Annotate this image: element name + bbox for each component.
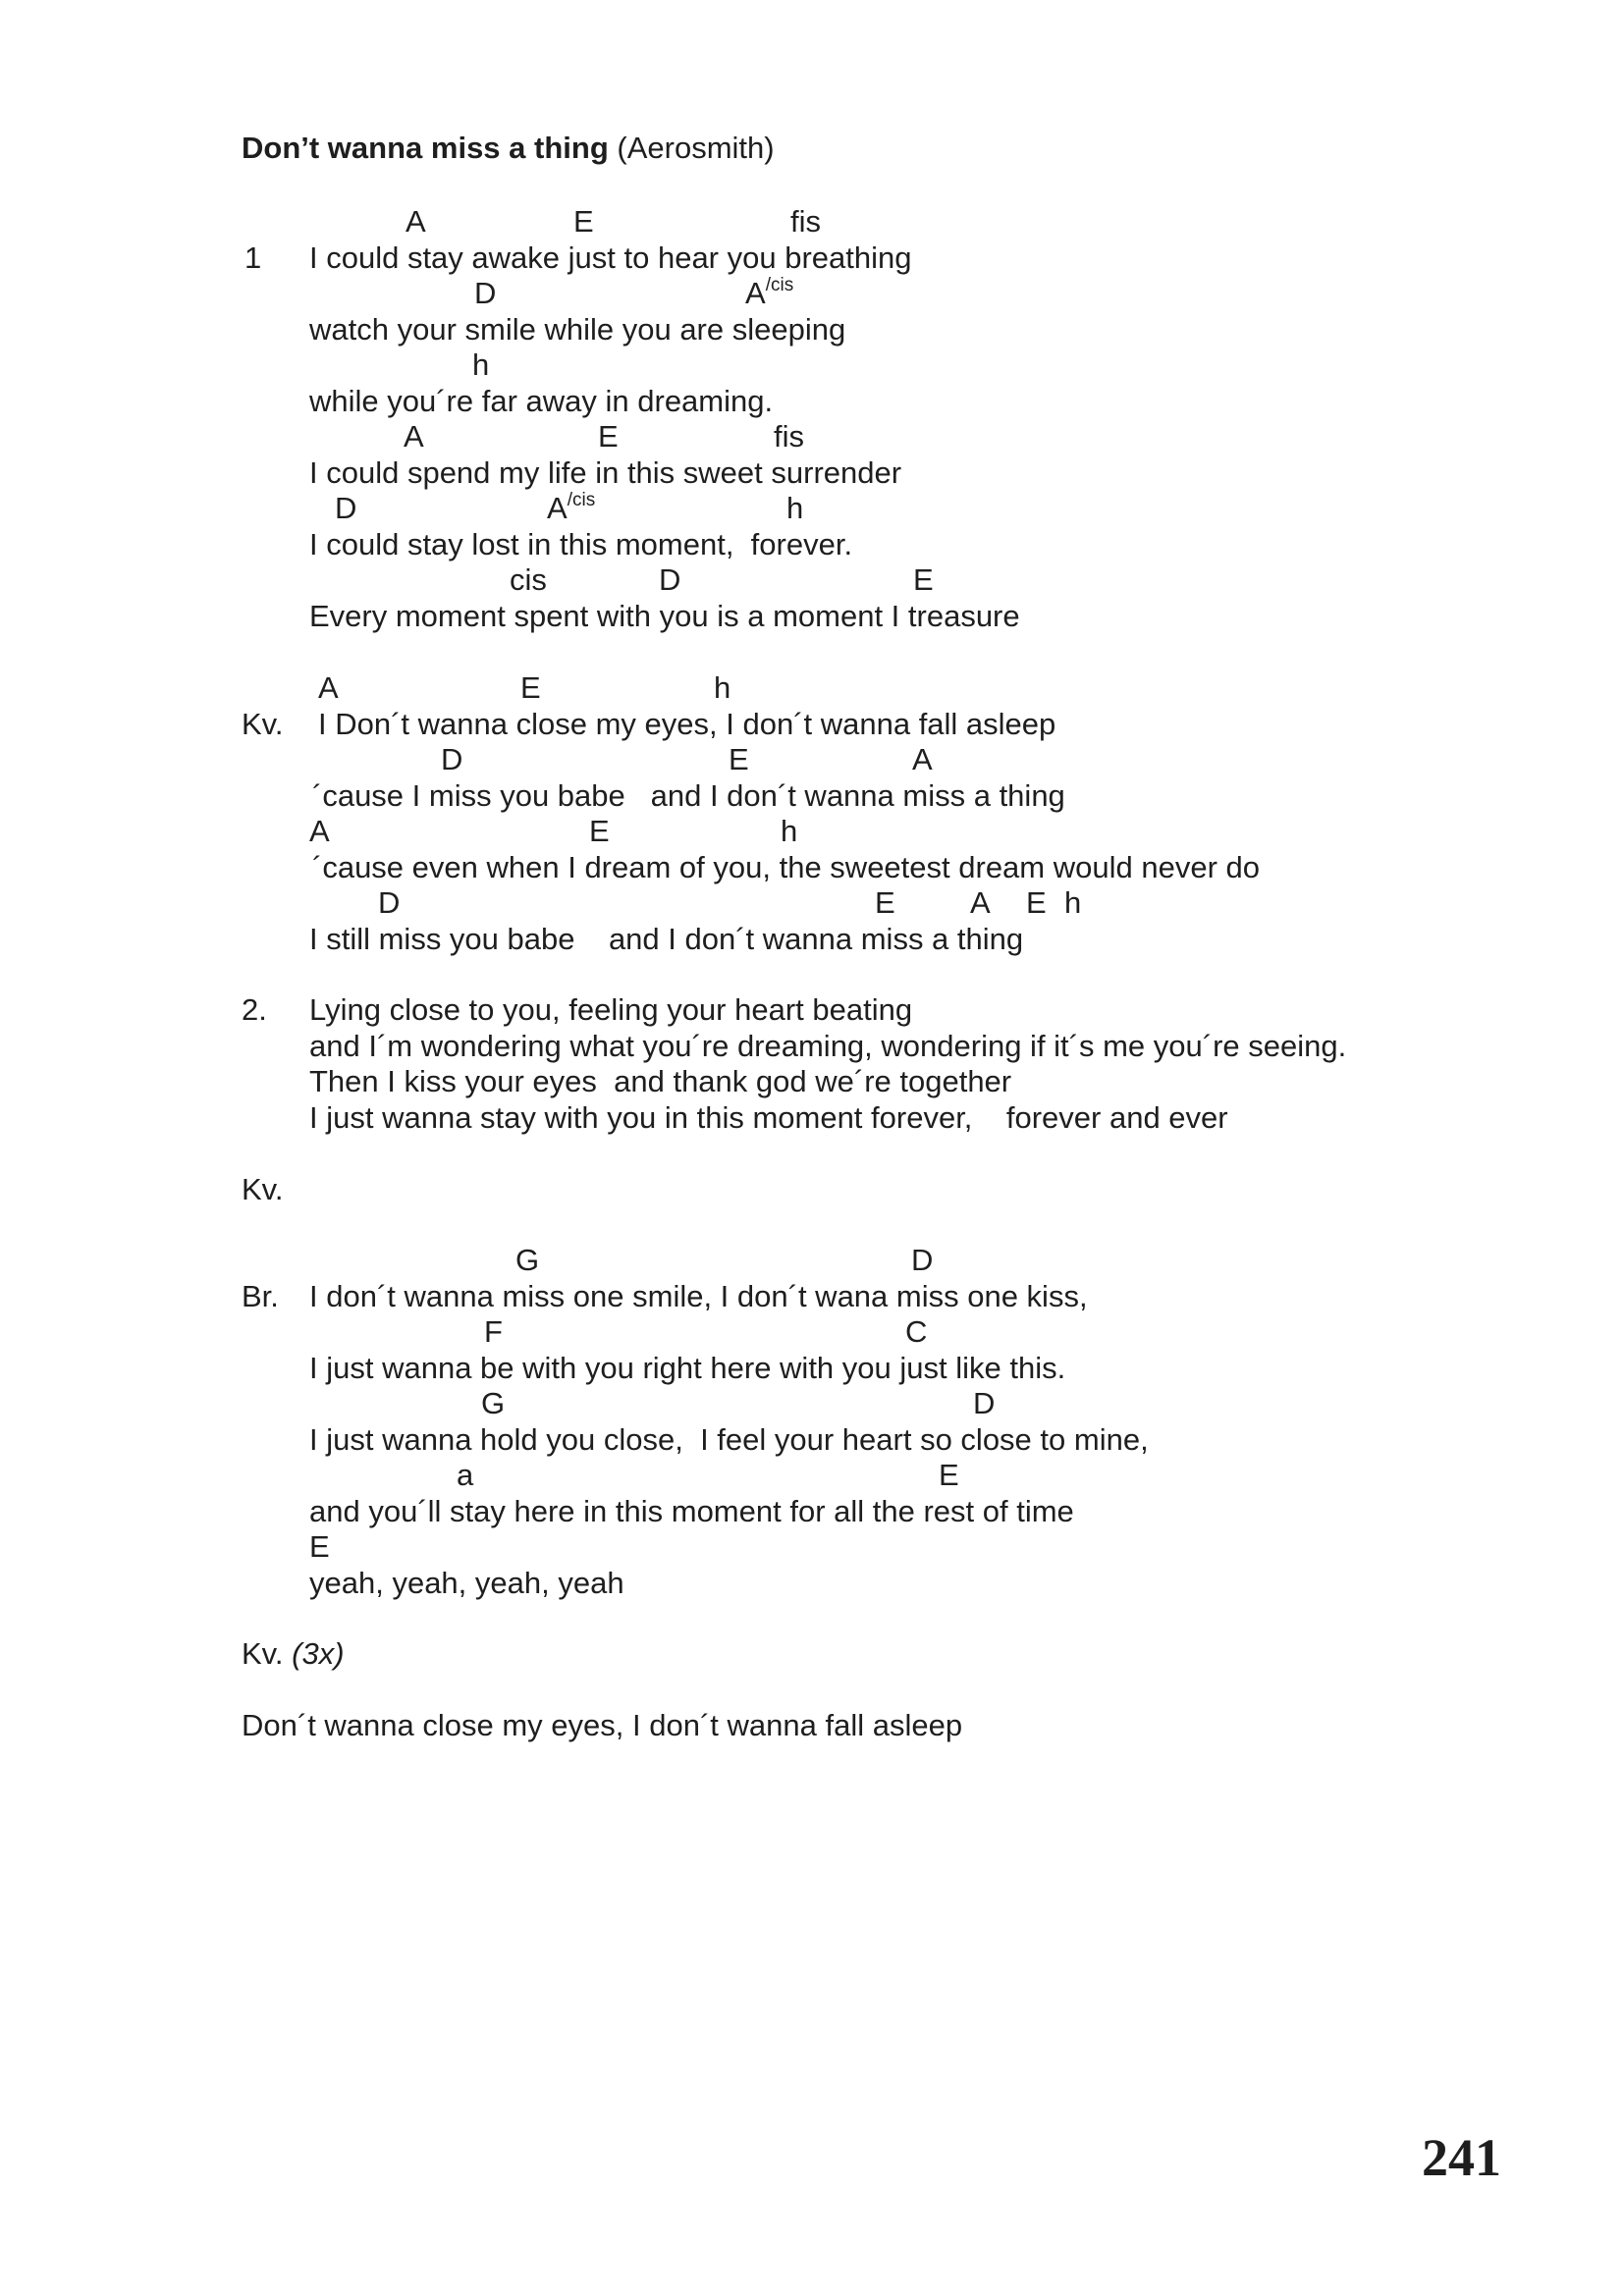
chord: fis [774, 419, 804, 454]
chord-bass: /cis [567, 490, 596, 510]
lyric-line: I still miss you babe and I don´t wanna miss a thing [309, 922, 1024, 956]
chord: A [309, 814, 330, 848]
chord: h [714, 670, 731, 705]
song-title: Don’t wanna miss a thing [242, 131, 609, 165]
lyric-line: ´cause even when I dream of you, the sweetest dream would never do [312, 850, 1260, 884]
chord: E [573, 204, 594, 239]
chord-slash [547, 491, 595, 531]
chord: D [378, 885, 401, 920]
lyric-line: I could stay lost in this moment, forever. [309, 527, 853, 561]
chord: A [318, 670, 339, 705]
lyric-line: Then I kiss your eyes and thank god we´re together [309, 1064, 1012, 1098]
lyric-line: and you´ll stay here in this moment for all the rest of time [309, 1494, 1074, 1528]
chord: h [786, 491, 804, 525]
chorus-reference: Kv. [242, 1172, 284, 1206]
chord: D [911, 1243, 934, 1277]
chord: E [589, 814, 610, 848]
page-number: 241 [1422, 2128, 1501, 2187]
verse-marker: 2. [242, 992, 267, 1027]
chord: D [474, 276, 497, 310]
chord: E [913, 562, 934, 597]
chord-bass: /cis [765, 275, 794, 295]
chord: h [1064, 885, 1082, 920]
chord: E [520, 670, 541, 705]
chord: cis [510, 562, 547, 597]
chord: C [905, 1314, 928, 1349]
song-artist: (Aerosmith) [617, 131, 775, 165]
chord: A [406, 204, 426, 239]
lyric-line: watch your smile while you are sleeping [309, 312, 846, 347]
chord: h [781, 814, 798, 848]
chord: G [515, 1243, 540, 1277]
chord-root: A [745, 276, 766, 310]
chord: E [875, 885, 895, 920]
chord: E [598, 419, 619, 454]
lyric-line: ´cause I miss you babe and I don´t wanna miss a thing [312, 778, 1065, 813]
lyric-line: I Don´t wanna close my eyes, I don´t wanna fall asleep [318, 707, 1056, 741]
chorus-marker: Kv. [242, 707, 284, 741]
chord: h [472, 347, 490, 382]
verse-marker: 1 [244, 240, 262, 275]
chord: E [939, 1458, 959, 1492]
chord: E [1026, 885, 1047, 920]
chord-root: A [547, 491, 568, 525]
bridge-marker: Br. [242, 1279, 279, 1313]
chord: A [912, 742, 933, 776]
chord: D [335, 491, 357, 525]
final-chorus-line [242, 1636, 345, 1672]
chord: G [481, 1386, 506, 1420]
chord: E [729, 742, 749, 776]
song-title-line [242, 131, 775, 166]
chord: a [457, 1458, 474, 1492]
lyric-line: I just wanna be with you right here with you just like this. [309, 1351, 1066, 1385]
lyric-line: Every moment spent with you is a moment I treasure [309, 599, 1020, 633]
chord: F [484, 1314, 503, 1349]
lyric-line: I could spend my life in this sweet surrender [309, 455, 902, 490]
chord: A [970, 885, 991, 920]
outro-line: Don´t wanna close my eyes, I don´t wanna fall asleep [242, 1708, 963, 1742]
chord: D [441, 742, 463, 776]
chord: fis [790, 204, 821, 239]
chord: E [309, 1529, 330, 1564]
repeat-count: (3x) [292, 1636, 345, 1671]
chord: D [659, 562, 681, 597]
chord: A [404, 419, 424, 454]
lyric-line: while you´re far away in dreaming. [309, 384, 774, 418]
lyric-line: I just wanna hold you close, I feel your heart so close to mine, [309, 1422, 1149, 1457]
chord: D [973, 1386, 996, 1420]
chorus-marker: Kv. [242, 1636, 284, 1671]
lyric-line: Lying close to you, feeling your heart beating [309, 992, 913, 1027]
chord-slash [745, 276, 793, 316]
lyric-line: I just wanna stay with you in this moment forever, forever and ever [309, 1100, 1228, 1135]
lyric-line: I could stay awake just to hear you breathing [309, 240, 912, 275]
lyric-line: I don´t wanna miss one smile, I don´t wana miss one kiss, [309, 1279, 1088, 1313]
lyric-line: and I´m wondering what you´re dreaming, wondering if it´s me you´re seeing. [309, 1029, 1347, 1063]
lyric-line: yeah, yeah, yeah, yeah [309, 1566, 624, 1600]
